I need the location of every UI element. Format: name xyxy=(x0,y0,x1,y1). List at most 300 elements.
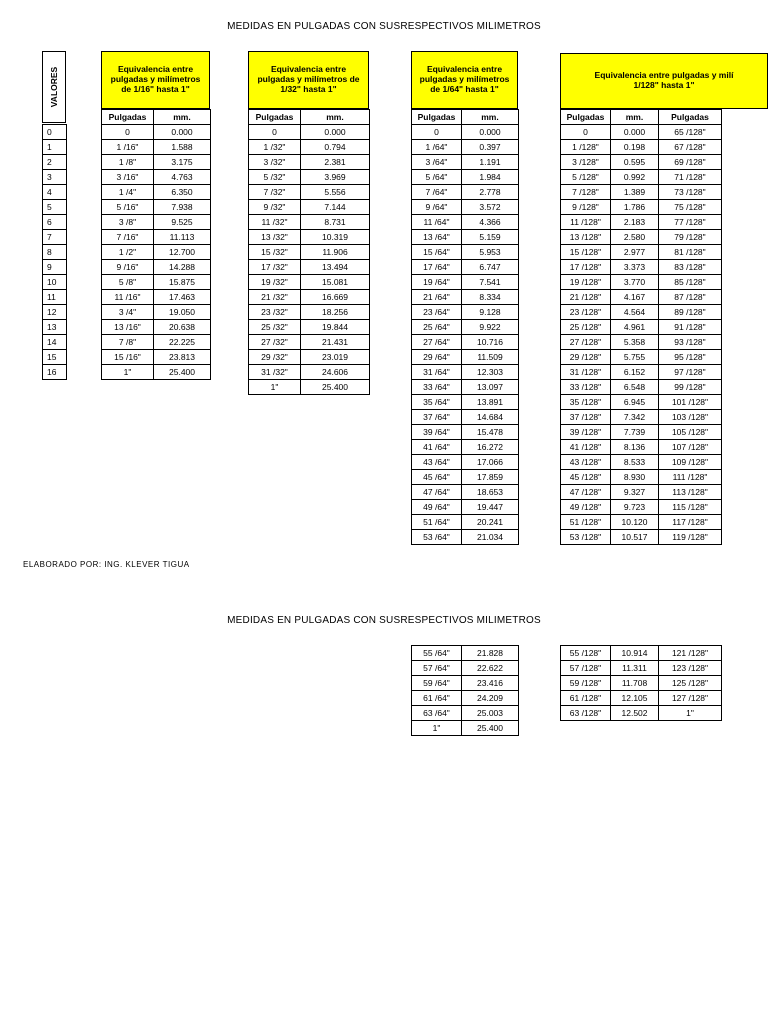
table-row xyxy=(102,215,211,230)
table-row xyxy=(412,676,519,691)
table-row xyxy=(412,395,519,410)
table-cell: 4.763 xyxy=(154,170,211,185)
table-cell: 99 /128" xyxy=(659,380,722,395)
table-cell: 1.588 xyxy=(154,140,211,155)
table-cell: 19 /128" xyxy=(561,275,611,290)
table-row xyxy=(43,215,67,230)
table-cell: 57 /128" xyxy=(561,661,611,676)
table-row xyxy=(561,290,722,305)
table-cell: 13.891 xyxy=(462,395,519,410)
table-cell: 15 /32" xyxy=(249,245,301,260)
column-header: mm. xyxy=(462,110,519,125)
table-cell: 2.977 xyxy=(611,245,659,260)
table-cell: 4.961 xyxy=(611,320,659,335)
table-cell: 51 /64" xyxy=(412,515,462,530)
table-row xyxy=(561,380,722,395)
table-cell: 11 /128" xyxy=(561,215,611,230)
table-cell: 12.303 xyxy=(462,365,519,380)
table-row xyxy=(102,170,211,185)
table-cell: 67 /128" xyxy=(659,140,722,155)
table-cell: 4 xyxy=(43,185,67,200)
table-cell: 19.844 xyxy=(301,320,370,335)
table-cell: 14.684 xyxy=(462,410,519,425)
table-row xyxy=(249,215,370,230)
column-header: Pulgadas xyxy=(102,110,154,125)
table-cell: 49 /128" xyxy=(561,500,611,515)
table-cell: 29 /128" xyxy=(561,350,611,365)
table-row xyxy=(561,395,722,410)
table-cell: 69 /128" xyxy=(659,155,722,170)
table-cell: 17 /128" xyxy=(561,260,611,275)
table-cell: 1" xyxy=(659,706,722,721)
table-cell: 17 /64" xyxy=(412,260,462,275)
table-row xyxy=(102,140,211,155)
table-cell: 19.050 xyxy=(154,305,211,320)
table-cell: 3 /128" xyxy=(561,155,611,170)
table-cell: 8 xyxy=(43,245,67,260)
table-row xyxy=(249,230,370,245)
table-cell: 41 /64" xyxy=(412,440,462,455)
table-row xyxy=(561,515,722,530)
table-row xyxy=(412,185,519,200)
table-cell: 8.930 xyxy=(611,470,659,485)
table-cell: 21.431 xyxy=(301,335,370,350)
table-row xyxy=(412,646,519,661)
table-row xyxy=(561,500,722,515)
table-1-128-continued xyxy=(560,645,722,721)
table-row xyxy=(102,125,211,140)
table-cell: 6.945 xyxy=(611,395,659,410)
table-cell: 75 /128" xyxy=(659,200,722,215)
table-cell: 6.747 xyxy=(462,260,519,275)
table-cell: 1 /32" xyxy=(249,140,301,155)
table-cell: 113 /128" xyxy=(659,485,722,500)
table-cell: 18.256 xyxy=(301,305,370,320)
table-cell: 119 /128" xyxy=(659,530,722,545)
table-row xyxy=(412,470,519,485)
column-header: Pulgadas xyxy=(249,110,301,125)
table-cell: 9.525 xyxy=(154,215,211,230)
table-cell: 6.548 xyxy=(611,380,659,395)
table-row xyxy=(561,320,722,335)
table-row xyxy=(102,155,211,170)
table-cell: 25.400 xyxy=(301,380,370,395)
table-cell: 10.319 xyxy=(301,230,370,245)
table-cell: 0 xyxy=(43,125,67,140)
table-cell: 6.350 xyxy=(154,185,211,200)
table-row xyxy=(412,335,519,350)
table-row xyxy=(412,245,519,260)
table-cell: 109 /128" xyxy=(659,455,722,470)
table-cell: 22.225 xyxy=(154,335,211,350)
table-row xyxy=(249,320,370,335)
page-title: MEDIDAS EN PULGADAS CON SUSRESPECTIVOS MILIMETROS xyxy=(227,21,541,32)
table-row xyxy=(102,200,211,215)
table-cell: 21 /128" xyxy=(561,290,611,305)
table-cell: 9.128 xyxy=(462,305,519,320)
table-cell: 25 /32" xyxy=(249,320,301,335)
table-cell: 12.700 xyxy=(154,245,211,260)
table-row xyxy=(561,305,722,320)
table-row xyxy=(561,275,722,290)
table-cell: 15 /128" xyxy=(561,245,611,260)
table-cell: 9 /16" xyxy=(102,260,154,275)
table-cell: 1.984 xyxy=(462,170,519,185)
table-cell: 3.175 xyxy=(154,155,211,170)
table-row xyxy=(561,676,722,691)
table-cell: 7.342 xyxy=(611,410,659,425)
table-row xyxy=(249,260,370,275)
table-cell: 47 /64" xyxy=(412,485,462,500)
table-row xyxy=(249,350,370,365)
table-cell: 79 /128" xyxy=(659,230,722,245)
table-row xyxy=(412,380,519,395)
table-cell: 1.786 xyxy=(611,200,659,215)
table-1-64 xyxy=(411,109,519,545)
table-row xyxy=(249,170,370,185)
table-cell: 55 /128" xyxy=(561,646,611,661)
table-cell: 10.914 xyxy=(611,646,659,661)
table-row xyxy=(249,140,370,155)
table-cell: 3 xyxy=(43,170,67,185)
table-row xyxy=(561,155,722,170)
column-header: mm. xyxy=(301,110,370,125)
table-cell: 1.389 xyxy=(611,185,659,200)
table-cell: 117 /128" xyxy=(659,515,722,530)
table-row xyxy=(43,350,67,365)
table-cell: 85 /128" xyxy=(659,275,722,290)
table-cell: 0.000 xyxy=(301,125,370,140)
table-cell: 3.373 xyxy=(611,260,659,275)
table-row xyxy=(561,140,722,155)
table-cell: 61 /128" xyxy=(561,691,611,706)
table-cell: 37 /64" xyxy=(412,410,462,425)
table-cell: 23.813 xyxy=(154,350,211,365)
table-cell: 17.066 xyxy=(462,455,519,470)
table-cell: 17 /32" xyxy=(249,260,301,275)
table-cell: 0.595 xyxy=(611,155,659,170)
table-row xyxy=(412,275,519,290)
table-row xyxy=(412,455,519,470)
table-row xyxy=(412,410,519,425)
table-row xyxy=(412,440,519,455)
table-row xyxy=(43,275,67,290)
table-row xyxy=(561,200,722,215)
table-cell: 7 /8" xyxy=(102,335,154,350)
table-cell: 0.198 xyxy=(611,140,659,155)
table-row xyxy=(102,275,211,290)
table-1-64-continued xyxy=(411,645,519,736)
table-cell: 11.113 xyxy=(154,230,211,245)
table-row xyxy=(561,485,722,500)
table-cell: 20.638 xyxy=(154,320,211,335)
table-cell: 63 /128" xyxy=(561,706,611,721)
table-cell: 2.580 xyxy=(611,230,659,245)
table-cell: 71 /128" xyxy=(659,170,722,185)
table-cell: 1 /4" xyxy=(102,185,154,200)
table-row xyxy=(561,706,722,721)
table-cell: 1 /8" xyxy=(102,155,154,170)
table-cell: 23.019 xyxy=(301,350,370,365)
table-cell: 12.502 xyxy=(611,706,659,721)
table-cell: 2 xyxy=(43,155,67,170)
table-cell: 39 /64" xyxy=(412,425,462,440)
header-row xyxy=(249,110,370,125)
table-cell: 13 xyxy=(43,320,67,335)
table-cell: 0.000 xyxy=(611,125,659,140)
table-cell: 101 /128" xyxy=(659,395,722,410)
table-row xyxy=(43,125,67,140)
table-cell: 13 /128" xyxy=(561,230,611,245)
page-title-2: MEDIDAS EN PULGADAS CON SUSRESPECTIVOS MILIMETROS xyxy=(227,615,541,626)
table-cell: 5 /32" xyxy=(249,170,301,185)
table-cell: 5 xyxy=(43,200,67,215)
table-cell: 11.708 xyxy=(611,676,659,691)
table-row xyxy=(412,515,519,530)
table-row xyxy=(412,530,519,545)
table-cell: 105 /128" xyxy=(659,425,722,440)
table-row xyxy=(249,380,370,395)
table-row xyxy=(561,230,722,245)
table-cell: 103 /128" xyxy=(659,410,722,425)
table-cell: 11 /16" xyxy=(102,290,154,305)
table-cell: 0.794 xyxy=(301,140,370,155)
table-cell: 97 /128" xyxy=(659,365,722,380)
table-cell: 7.144 xyxy=(301,200,370,215)
table-cell: 13 /64" xyxy=(412,230,462,245)
table-cell: 8.136 xyxy=(611,440,659,455)
table-cell: 1 /2" xyxy=(102,245,154,260)
table-cell: 20.241 xyxy=(462,515,519,530)
table-cell: 7.739 xyxy=(611,425,659,440)
table-cell: 111 /128" xyxy=(659,470,722,485)
table-cell: 3 /16" xyxy=(102,170,154,185)
table-row xyxy=(412,350,519,365)
table-row xyxy=(412,290,519,305)
table-cell: 5.755 xyxy=(611,350,659,365)
table-cell: 9 xyxy=(43,260,67,275)
table-cell: 29 /32" xyxy=(249,350,301,365)
table-cell: 7 xyxy=(43,230,67,245)
table-cell: 21.828 xyxy=(462,646,519,661)
table-1-32 xyxy=(248,109,370,395)
table-cell: 25.003 xyxy=(462,706,519,721)
table-row xyxy=(561,365,722,380)
column-header: Pulgadas xyxy=(659,110,722,125)
table-cell: 4.366 xyxy=(462,215,519,230)
table-cell: 0 xyxy=(249,125,301,140)
table-cell: 16.669 xyxy=(301,290,370,305)
table-cell: 23 /128" xyxy=(561,305,611,320)
table-cell: 7 /16" xyxy=(102,230,154,245)
header-1-32: Equivalencia entre pulgadas y milímetros de 1/32" hasta 1" xyxy=(248,51,369,109)
table-cell: 29 /64" xyxy=(412,350,462,365)
table-1-128 xyxy=(560,109,722,545)
table-cell: 21.034 xyxy=(462,530,519,545)
table-cell: 3.969 xyxy=(301,170,370,185)
table-cell: 14.288 xyxy=(154,260,211,275)
table-cell: 11 /32" xyxy=(249,215,301,230)
table-cell: 45 /128" xyxy=(561,470,611,485)
table-row xyxy=(412,365,519,380)
table-cell: 4.564 xyxy=(611,305,659,320)
table-row xyxy=(43,320,67,335)
table-row xyxy=(102,335,211,350)
table-row xyxy=(412,230,519,245)
header-1-16: Equivalencia entre pulgadas y milímetros de 1/16" hasta 1" xyxy=(101,51,210,109)
table-cell: 91 /128" xyxy=(659,320,722,335)
table-cell: 25.400 xyxy=(462,721,519,736)
table-cell: 8.533 xyxy=(611,455,659,470)
table-cell: 21 /32" xyxy=(249,290,301,305)
table-cell: 0.000 xyxy=(462,125,519,140)
table-cell: 1 /128" xyxy=(561,140,611,155)
table-row xyxy=(102,260,211,275)
table-row xyxy=(561,335,722,350)
table-cell: 65 /128" xyxy=(659,125,722,140)
table-row xyxy=(249,305,370,320)
table-row xyxy=(561,125,722,140)
table-cell: 5.159 xyxy=(462,230,519,245)
table-row xyxy=(412,155,519,170)
table-row xyxy=(43,200,67,215)
table-cell: 11.509 xyxy=(462,350,519,365)
table-row xyxy=(412,661,519,676)
table-cell: 25.400 xyxy=(154,365,211,380)
header-1-64: Equivalencia entre pulgadas y milímetros de 1/64" hasta 1" xyxy=(411,51,518,109)
table-cell: 3 /64" xyxy=(412,155,462,170)
table-row xyxy=(561,646,722,661)
table-row xyxy=(561,455,722,470)
table-row xyxy=(412,706,519,721)
table-cell: 63 /64" xyxy=(412,706,462,721)
table-row xyxy=(561,440,722,455)
table-cell: 9 /32" xyxy=(249,200,301,215)
table-cell: 115 /128" xyxy=(659,500,722,515)
valores-header: VALORES xyxy=(42,51,66,123)
table-cell: 16 xyxy=(43,365,67,380)
table-cell: 5.358 xyxy=(611,335,659,350)
table-row xyxy=(561,530,722,545)
table-cell: 23.416 xyxy=(462,676,519,691)
table-cell: 6.152 xyxy=(611,365,659,380)
table-cell: 51 /128" xyxy=(561,515,611,530)
credit-line: ELABORADO POR: ING. KLEVER TIGUA xyxy=(23,560,190,569)
table-row xyxy=(102,305,211,320)
table-cell: 95 /128" xyxy=(659,350,722,365)
table-cell: 1" xyxy=(102,365,154,380)
table-cell: 11.311 xyxy=(611,661,659,676)
table-row xyxy=(412,691,519,706)
table-cell: 10 xyxy=(43,275,67,290)
column-header: Pulgadas xyxy=(561,110,611,125)
table-cell: 37 /128" xyxy=(561,410,611,425)
table-cell: 41 /128" xyxy=(561,440,611,455)
table-cell: 9.922 xyxy=(462,320,519,335)
table-row xyxy=(249,365,370,380)
table-cell: 45 /64" xyxy=(412,470,462,485)
table-cell: 81 /128" xyxy=(659,245,722,260)
table-cell: 5 /64" xyxy=(412,170,462,185)
table-row xyxy=(412,140,519,155)
table-cell: 24.209 xyxy=(462,691,519,706)
table-row xyxy=(102,185,211,200)
table-cell: 0.397 xyxy=(462,140,519,155)
table-row xyxy=(102,290,211,305)
table-row xyxy=(561,215,722,230)
table-cell: 3 /8" xyxy=(102,215,154,230)
table-cell: 89 /128" xyxy=(659,305,722,320)
table-cell: 13 /32" xyxy=(249,230,301,245)
table-cell: 24.606 xyxy=(301,365,370,380)
table-row xyxy=(249,125,370,140)
table-cell: 17.463 xyxy=(154,290,211,305)
table-cell: 31 /64" xyxy=(412,365,462,380)
table-cell: 59 /128" xyxy=(561,676,611,691)
table-cell: 9 /64" xyxy=(412,200,462,215)
header-row xyxy=(102,110,211,125)
table-cell: 13.097 xyxy=(462,380,519,395)
table-cell: 93 /128" xyxy=(659,335,722,350)
table-cell: 57 /64" xyxy=(412,661,462,676)
table-cell: 15.875 xyxy=(154,275,211,290)
table-cell: 16.272 xyxy=(462,440,519,455)
table-cell: 7.938 xyxy=(154,200,211,215)
table-row xyxy=(43,245,67,260)
table-cell: 13 /16" xyxy=(102,320,154,335)
table-cell: 31 /32" xyxy=(249,365,301,380)
table-cell: 7 /64" xyxy=(412,185,462,200)
table-row xyxy=(102,245,211,260)
table-cell: 123 /128" xyxy=(659,661,722,676)
table-cell: 21 /64" xyxy=(412,290,462,305)
table-cell: 27 /32" xyxy=(249,335,301,350)
header-row xyxy=(561,110,722,125)
table-row xyxy=(249,290,370,305)
table-row xyxy=(249,155,370,170)
table-cell: 12 xyxy=(43,305,67,320)
table-row xyxy=(412,721,519,736)
table-row xyxy=(102,230,211,245)
table-cell: 7 /32" xyxy=(249,185,301,200)
table-row xyxy=(412,305,519,320)
table-cell: 9.327 xyxy=(611,485,659,500)
column-header: mm. xyxy=(611,110,659,125)
table-cell: 33 /64" xyxy=(412,380,462,395)
column-header: mm. xyxy=(154,110,211,125)
table-cell: 0 xyxy=(412,125,462,140)
table-row xyxy=(102,320,211,335)
table-row xyxy=(249,335,370,350)
table-cell: 8.334 xyxy=(462,290,519,305)
table-row xyxy=(43,155,67,170)
table-row xyxy=(43,365,67,380)
table-row xyxy=(102,350,211,365)
table-cell: 0 xyxy=(102,125,154,140)
table-1-16 xyxy=(101,109,211,380)
table-row xyxy=(43,185,67,200)
table-cell: 77 /128" xyxy=(659,215,722,230)
table-cell: 3.572 xyxy=(462,200,519,215)
table-cell: 49 /64" xyxy=(412,500,462,515)
table-row xyxy=(561,185,722,200)
table-row xyxy=(412,425,519,440)
table-row xyxy=(412,260,519,275)
table-cell: 0.992 xyxy=(611,170,659,185)
table-row xyxy=(561,691,722,706)
table-cell: 15.478 xyxy=(462,425,519,440)
table-cell: 107 /128" xyxy=(659,440,722,455)
